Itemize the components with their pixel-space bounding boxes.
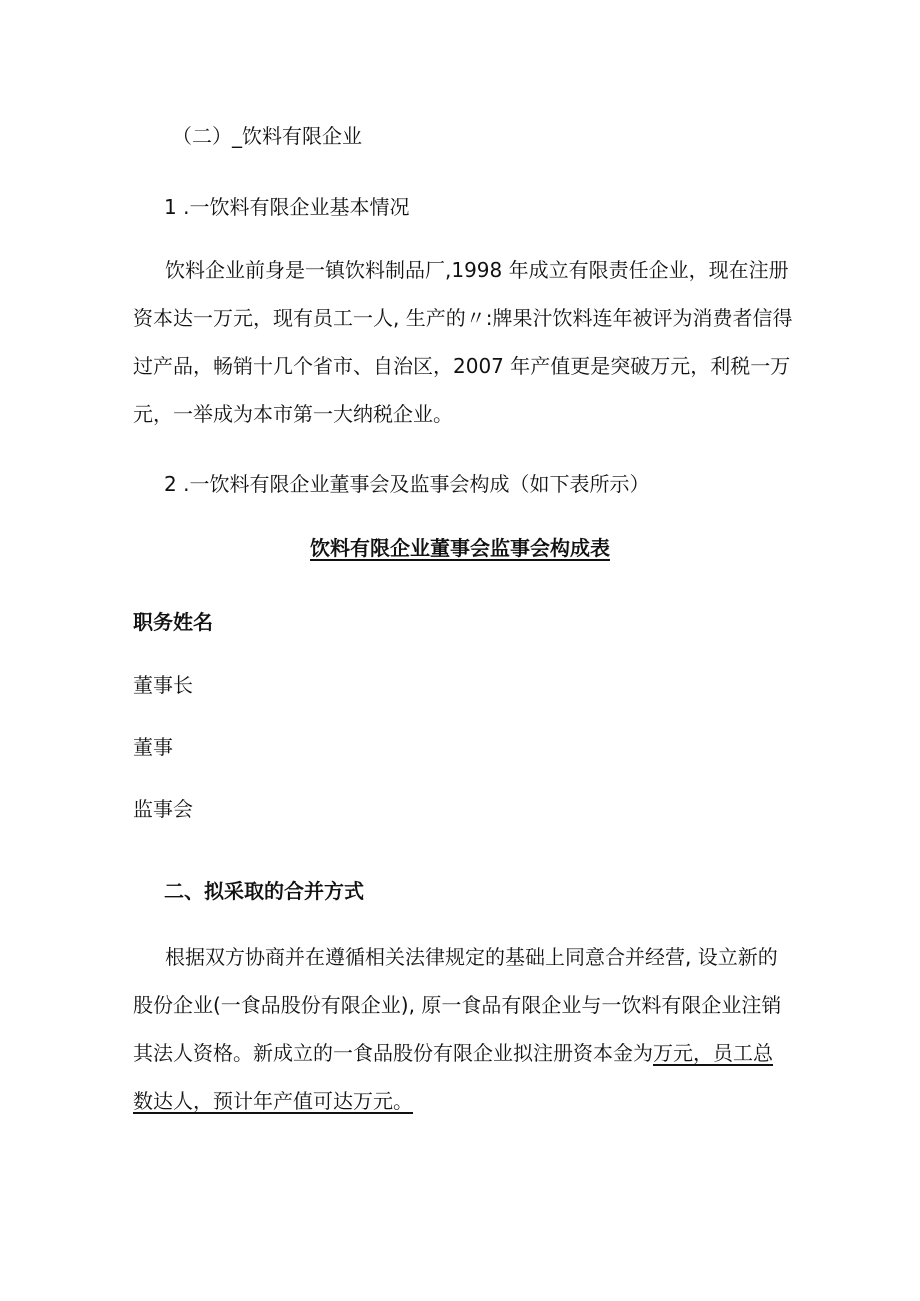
merge-line [133,1029,793,1077]
table-row: 董事 [133,735,173,759]
intro-line: 元，一举成为本市第一大纳税企业。 [133,402,453,426]
section-heading: （二）_饮料有限企业 [172,124,362,148]
merge-line: 根据双方协商并在遵循相关法律规定的基础上同意合并经营, 设立新的 [165,945,778,969]
merge-line: 股份企业(一食品股份有限企业), 原一食品有限企业与一饮料有限企业注销 [133,993,782,1017]
underlined-text: 万元，员工总 [653,1041,773,1065]
intro-line: 资本达一万元，现有员工一人, 生产的〃:牌果汁饮料连年被评为消费者信得 [133,306,793,330]
merge-line-text: 其法人资格。新成立的一食品股份有限企业拟注册资本金为 [133,1041,653,1065]
table-row: 董事长 [133,673,193,697]
table-row: 监事会 [133,797,193,821]
section2-heading: 二、拟采取的合并方式 [164,879,364,903]
underlined-text: 数达人，预计年产值可达万元。 [133,1089,413,1113]
table-header: 职务姓名 [133,610,213,634]
merge-line [133,1077,793,1125]
merge-paragraph [133,933,793,1125]
intro-line: 饮料企业前身是一镇饮料制品厂,1998 年成立有限责任企业，现在注册 [165,258,789,282]
intro-paragraph [133,246,793,438]
item1-heading: 1 .一饮料有限企业基本情况 [164,195,410,219]
table-title: 饮料有限企业董事会监事会构成表 [310,536,610,560]
intro-line: 过产品，畅销十几个省市、自治区，2007 年产值更是突破万元，利税一万 [133,354,791,378]
item2-heading: 2 .一饮料有限企业董事会及监事会构成（如下表所示） [164,472,650,496]
